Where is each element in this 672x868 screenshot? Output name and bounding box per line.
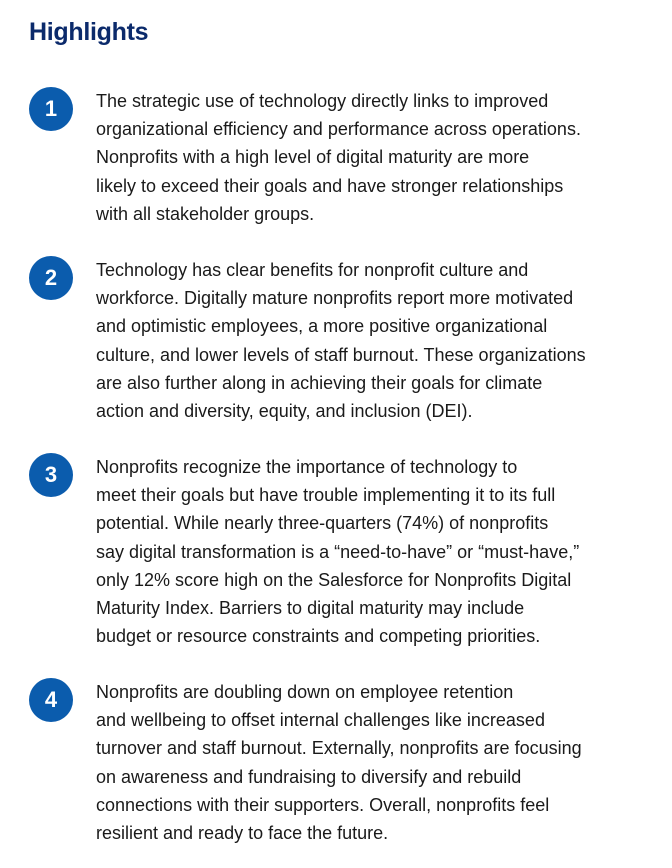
text-line: and optimistic employees, a more positive organizational [96,316,548,337]
text-line: with all stakeholder groups. [96,203,315,224]
text-line: Nonprofits with a high level of digital maturity are more [96,147,530,168]
text-line: Nonprofits are doubling down on employee retention [96,682,514,702]
page-title: Highlights [29,18,149,46]
text-line: potential. While nearly three-quarters (74%) of nonprofits [96,513,549,534]
text-line: The strategic use of technology directly links to improved [96,91,549,111]
text-line: are also further along in achieving their goals for climate [96,372,543,393]
text-line: Maturity Index. Barriers to digital maturity may include [96,598,525,619]
number-badge: 1 [29,87,73,131]
text-line: only 12% score high on the Salesforce for Nonprofits Digital [96,569,572,590]
text-line: organizational efficiency and performance across operations. [96,119,581,140]
text-line: resilient and ready to face the future. [96,823,389,844]
text-line: Nonprofits recognize the importance of technology to [96,457,518,477]
text-line: on awareness and fundraising to diversify and rebuild [96,766,522,787]
highlight-text [96,87,658,228]
text-line: meet their goals but have trouble implementing it to its full [96,485,556,506]
number-badge: 4 [29,678,73,722]
text-line: and wellbeing to offset internal challenges like increased [96,710,545,731]
number-badge: 2 [29,256,73,300]
text-line: say digital transformation is a “need-to-have” or “must-have,” [96,541,580,562]
highlight-text [96,256,658,425]
text-line: Technology has clear benefits for nonprofit culture and [96,260,529,280]
text-line: likely to exceed their goals and have stronger relationships [96,175,564,196]
text-line: culture, and lower levels of staff burnout. These organizations [96,344,586,365]
text-line: turnover and staff burnout. Externally, nonprofits are focusing [96,738,582,759]
text-line: action and diversity, equity, and inclusion (DEI). [96,401,473,422]
text-line: connections with their supporters. Overall, nonprofits feel [96,794,550,815]
highlight-text [96,678,658,847]
highlight-text [96,453,658,650]
text-line: workforce. Digitally mature nonprofits report more motivated [96,288,574,309]
text-line: budget or resource constraints and competing priorities. [96,626,541,647]
number-badge: 3 [29,453,73,497]
